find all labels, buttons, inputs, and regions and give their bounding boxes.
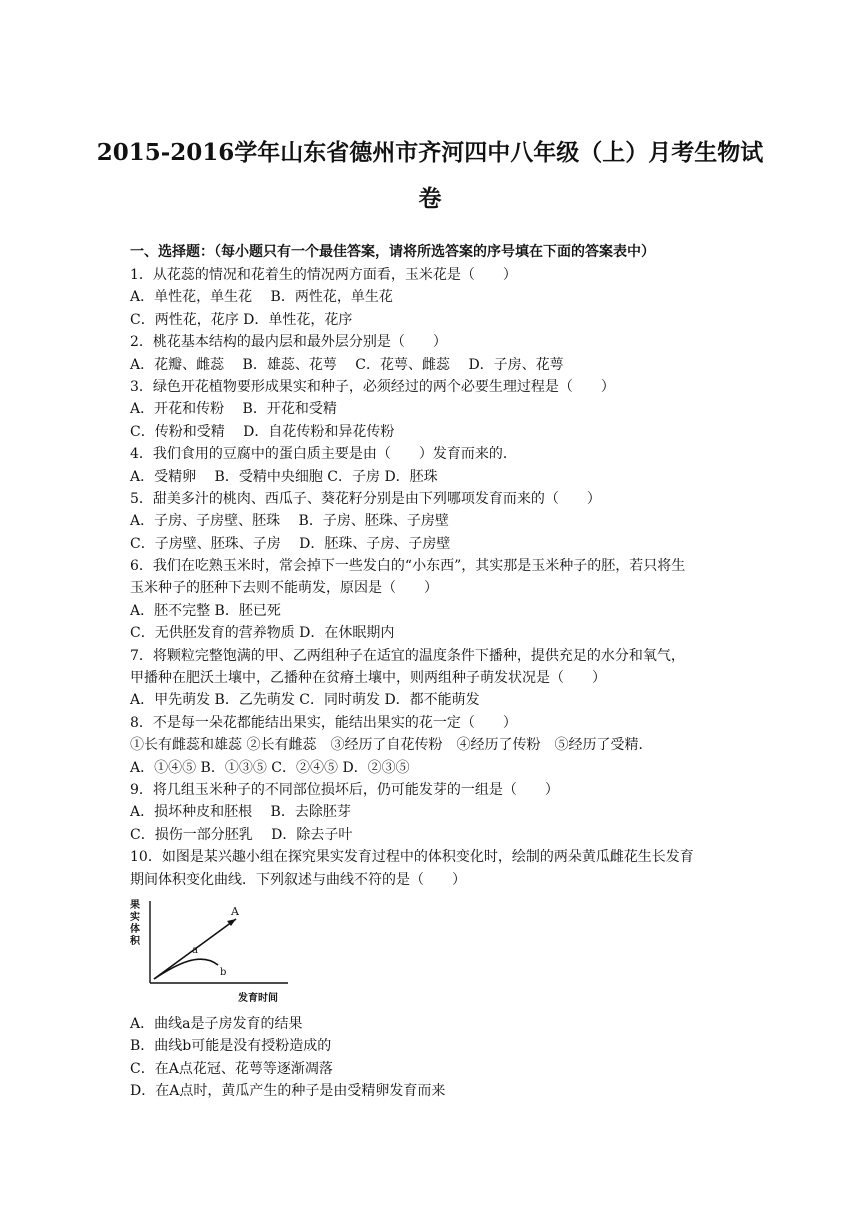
option-line: C．子房壁、胚珠、子房 D．胚珠、子房、子房壁: [130, 535, 451, 552]
fruit-volume-graph: [130, 895, 300, 1007]
question-stem: 9．将几组玉米种子的不同部位损坏后，仍可能发芽的一组是（ ）: [130, 781, 559, 798]
option-line: A．曲线a是子房发育的结果: [130, 1015, 303, 1032]
fruit-volume-figure: [130, 895, 300, 1007]
curve-a-label: a: [192, 944, 198, 956]
option-line: C．在A点花冠、花萼等逐渐凋落: [130, 1060, 333, 1077]
question-stem: 4．我们食用的豆腐中的蛋白质主要是由（ ）发育而来的．: [130, 446, 517, 463]
question-stem: 2．桃花基本结构的最内层和最外层分别是（ ）: [130, 334, 447, 351]
question-10: [130, 846, 770, 1102]
page-title: [60, 130, 800, 222]
option-line: C．传粉和受精 D．自花传粉和异花传粉: [130, 423, 395, 440]
question-list: [130, 264, 770, 1103]
section-heading: 一、选择题：（每小题只有一个最佳答案，请将所选答案的序号填在下面的答案表中）: [130, 244, 655, 260]
option-line: C．无供胚发育的营养物质 D．在休眠期内: [130, 625, 395, 642]
question-stem: 玉米种子的胚种下去则不能萌发，原因是（ ）: [130, 580, 438, 597]
option-line: A．胚不完整 B．胚已死: [130, 602, 281, 619]
y-axis-label: 果 实 体 积: [130, 899, 140, 947]
option-line: A．单性花，单生花 B．两性花，单生花: [130, 289, 393, 306]
option-line: A．受精卵 B．受精中央细胞 C．子房 D．胚珠: [130, 468, 438, 485]
option-line: A．开花和传粉 B．开花和受精: [130, 401, 337, 418]
question-stem: 期间体积变化曲线．下列叙述与曲线不符的是（ ）: [130, 871, 466, 888]
option-line: C．损伤一部分胚乳 D．除去子叶: [130, 826, 353, 843]
x-axis-label: 发育时间: [238, 992, 278, 1004]
option-line: A．①④⑤ B．①③⑤ C．②④⑤ D．②③⑤: [130, 759, 410, 776]
question-4: [130, 443, 770, 488]
question-2: [130, 331, 770, 376]
question-5: [130, 488, 770, 555]
question-1: [130, 264, 770, 331]
question-stem: 6．我们在吃熟玉米时，常会掉下一些发白的“小东西”，其实那是玉米种子的胚，若只将生: [130, 558, 686, 575]
option-line: B．曲线b可能是没有授粉造成的: [130, 1038, 332, 1055]
question-8: [130, 712, 770, 779]
option-line: C．两性花，花序 D．单性花，花序: [130, 311, 353, 328]
question-stem: 1．从花蕊的情况和花着生的情况两方面看，玉米花是（ ）: [130, 267, 517, 283]
question-7: [130, 645, 770, 712]
title-line-2: 卷: [418, 185, 442, 212]
point-a-label: A: [231, 904, 239, 918]
curve-b: [154, 959, 218, 979]
option-line: A．子房、子房壁、胚珠 B．子房、胚珠、子房壁: [130, 513, 449, 530]
question-stem: ①长有雌蕊和雄蕊 ②长有雌蕊 ③经历了自花传粉 ④经历了传粉 ⑤经历了受精．: [130, 737, 653, 754]
option-line: A．甲先萌发 B．乙先萌发 C．同时萌发 D．都不能萌发: [130, 692, 480, 709]
question-stem: 7．将颗粒完整饱满的甲、乙两组种子在适宜的温度条件下播种，提供充足的水分和氧气，: [130, 647, 685, 664]
question-stem: 5．甜美多汁的桃肉、西瓜子、葵花籽分别是由下列哪项发育而来的（ ）: [130, 490, 601, 507]
curve-b-label: b: [220, 966, 227, 978]
question-stem: 10．如图是某兴趣小组在探究果实发育过程中的体积变化时，绘制的两朵黄瓜雌花生长发育: [130, 849, 694, 866]
question-3: [130, 376, 770, 443]
question-9: [130, 779, 770, 846]
question-stem: 甲播种在肥沃土壤中，乙播种在贫瘠土壤中，则两组种子萌发状况是（ ）: [130, 670, 606, 687]
question-stem: 8．不是每一朵花都能结出果实，能结出果实的花一定（ ）: [130, 714, 517, 731]
option-line: A．损坏种皮和胚根 B．去除胚芽: [130, 804, 351, 821]
question-stem: 3．绿色开花植物要形成果实和种子，必须经过的两个必要生理过程是（ ）: [130, 378, 615, 395]
option-line: A．花瓣、雌蕊 B．雄蕊、花萼 C．花萼、雌蕊 D．子房、花萼: [130, 356, 564, 373]
title-line-1: 2015-2016学年山东省德州市齐河四中八年级（上）月考生物试: [96, 139, 764, 166]
question-6: [130, 555, 770, 645]
option-line: D．在A点时，黄瓜产生的种子是由受精卵发育而来: [130, 1083, 446, 1100]
